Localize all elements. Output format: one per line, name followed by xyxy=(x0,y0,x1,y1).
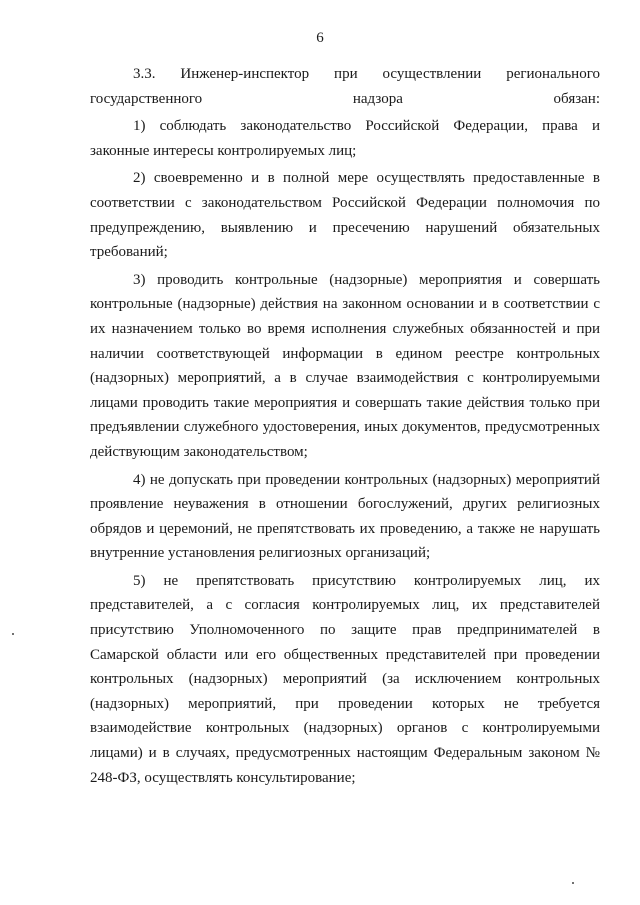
paragraph-3-3: 3.3. Инженер-инспектор при осуществлении регионального государственного надзора обязан: xyxy=(90,66,600,107)
scan-speck xyxy=(572,882,574,884)
scan-speck xyxy=(12,633,14,635)
page-number: 6 xyxy=(316,30,324,46)
document-body xyxy=(90,62,600,790)
paragraph-item-4: 4) не допускать при проведении контрольных (надзорных) мероприятий проявление неуважения в отношении богослужений, других религиозных обрядов и церемоний, не препятствовать их проведению, а также не нарушать внутренние установления религиозных организаций; xyxy=(90,471,600,562)
paragraph-item-5: 5) не препятствовать присутствию контролируемых лиц, их представителей, а с согласия контролируемых лиц, их представителей присутствию Уполномоченного по защите прав предпринимателей в Самарской области или его общественных представителей при проведении контрольных (надзорных) мероприятий (за исключением контрольных (надзорных) мероприятий, при проведении которых не требуется взаимодействие контрольных (надзорных) органов с контролируемыми лицами) и в случаях, предусмотренных настоящим Федеральным законом № 248-ФЗ, осуществлять консультирование; xyxy=(90,572,600,786)
paragraph-item-2: 2) своевременно и в полной мере осуществлять предоставленные в соответствии с законодательством Российской Федерации полномочия по предупреждению, выявлению и пресечению нарушений обязательных требований; xyxy=(90,170,600,261)
paragraph-item-3: 3) проводить контрольные (надзорные) мероприятия и совершать контрольные (надзорные) действия на законном основании и в соответствии с их назначением только во время исполнения служебных обязанностей и при наличии соответствующей информации в едином реестре контрольных (надзорных) мероприятий, а в случае взаимодействия с контролируемыми лицами проводить такие мероприятия и совершать такие действия только при предъявлении служебного удостоверения, иных документов, предусмотренных действующим законодательством; xyxy=(90,271,600,460)
paragraph-item-1: 1) соблюдать законодательство Российской Федерации, права и законные интересы контролируемых лиц; xyxy=(90,118,600,159)
